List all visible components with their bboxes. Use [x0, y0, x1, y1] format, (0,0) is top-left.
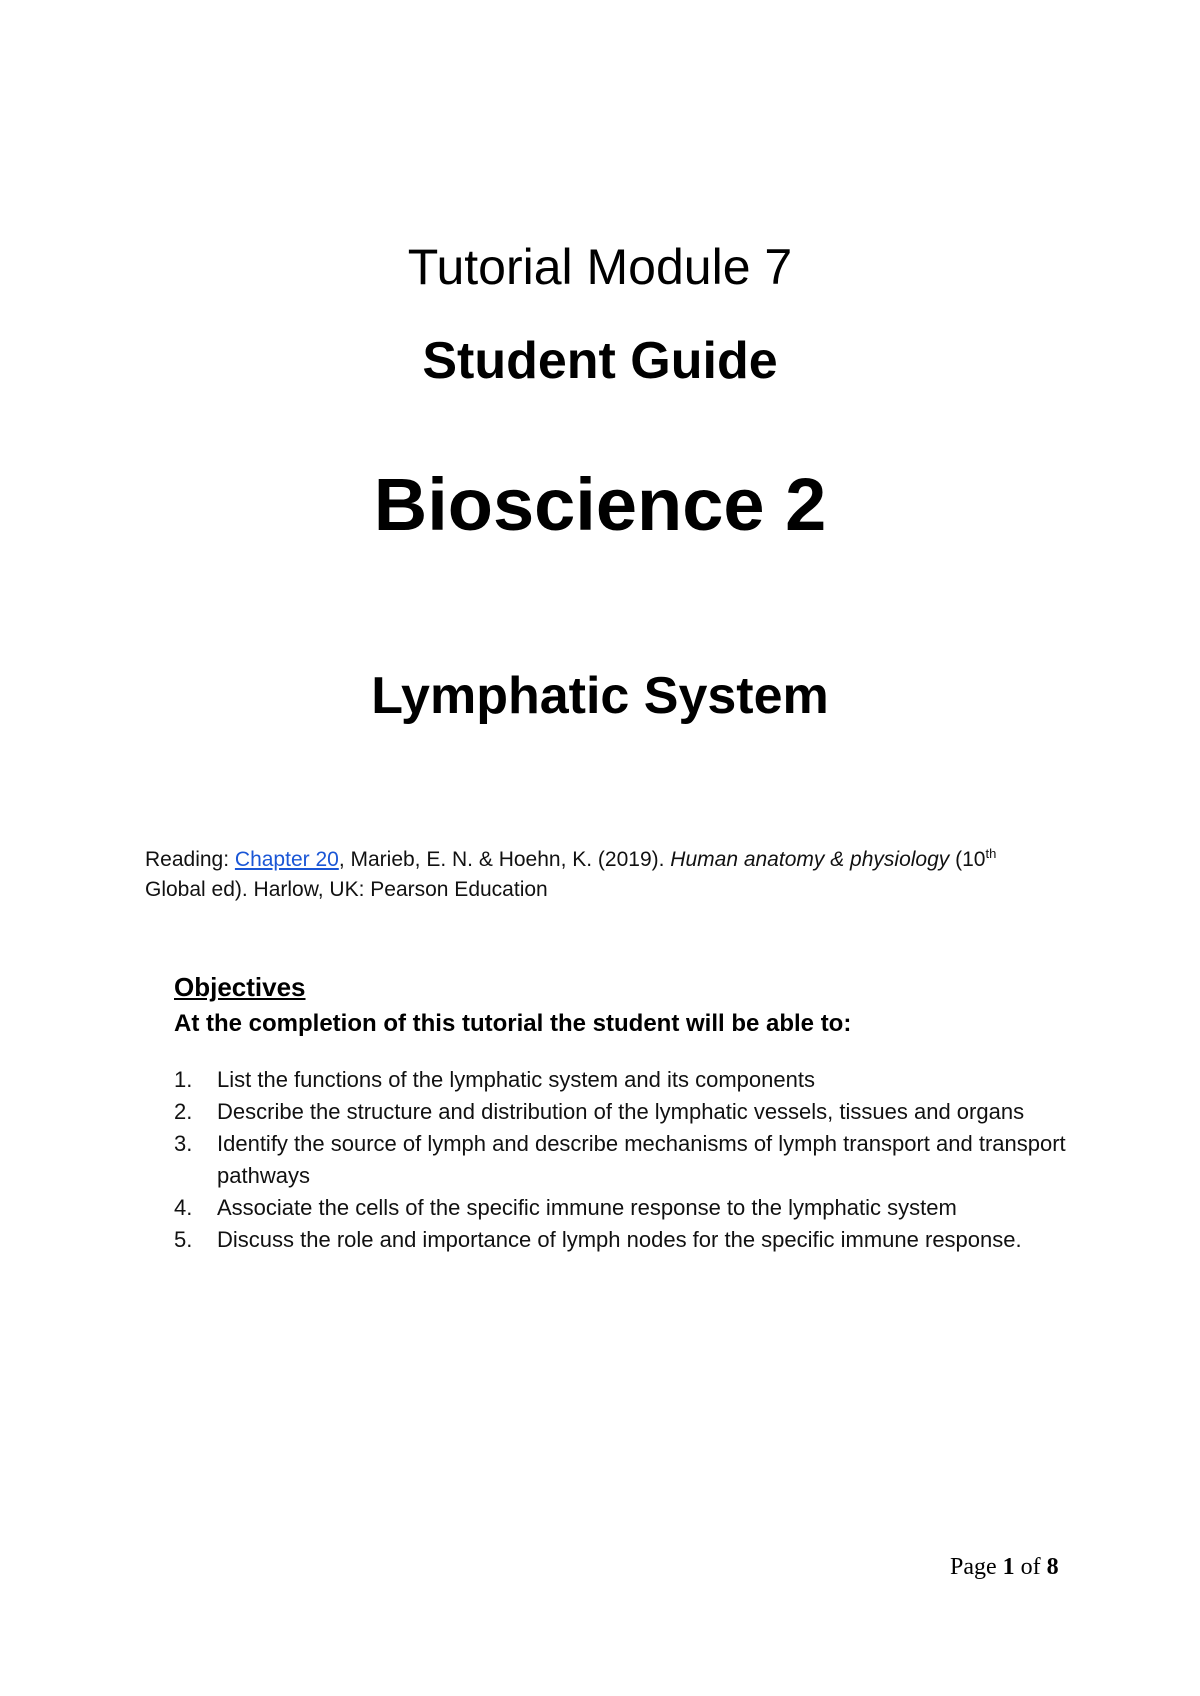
module-title: Tutorial Module 7: [407, 239, 793, 295]
objectives-list: [174, 1064, 1074, 1256]
of-word: of: [1020, 1554, 1041, 1580]
chapter-link[interactable]: Chapter 20: [234, 848, 339, 871]
topic-title: Lymphatic System: [371, 667, 829, 725]
book-title: Human anatomy & physiology: [670, 848, 950, 871]
objective-item: [174, 1096, 1074, 1128]
objective-item: [174, 1224, 1074, 1256]
reading-reference: [145, 845, 1065, 905]
total-pages: 8: [1046, 1554, 1059, 1580]
course-title: Bioscience 2: [373, 463, 827, 546]
reading-label: Reading:: [145, 848, 230, 871]
reading-edition: (10: [949, 848, 986, 871]
page-word: Page: [950, 1554, 997, 1580]
objective-text: Describe the structure and distribution of the lymphatic vessels, tissues and organs: [217, 1099, 1025, 1124]
objective-number: 3.: [174, 1131, 193, 1156]
guide-title: Student Guide: [422, 332, 778, 390]
objectives-heading: Objectives: [174, 972, 306, 1002]
objective-number: 1.: [174, 1067, 193, 1092]
edition-superscript: th: [985, 846, 997, 861]
reading-authors: , Marieb, E. N. & Hoehn, K. (2019).: [338, 848, 671, 871]
objective-item: [174, 1064, 1074, 1096]
objective-item: [174, 1128, 1074, 1192]
objective-item: [174, 1192, 1074, 1224]
objective-number: 2.: [174, 1099, 193, 1124]
reading-publisher: Global ed). Harlow, UK: Pearson Education: [145, 878, 548, 901]
objectives-section: [174, 970, 1074, 1256]
objective-number: 4.: [174, 1195, 193, 1220]
current-page: 1: [1002, 1554, 1015, 1580]
objective-text: Associate the cells of the specific immune response to the lymphatic system: [217, 1195, 957, 1220]
objective-text: Discuss the role and importance of lymph nodes for the specific immune response.: [217, 1227, 1022, 1252]
page-number: [950, 1552, 1059, 1582]
objectives-intro: At the completion of this tutorial the student will be able to:: [174, 1010, 852, 1037]
objective-text: Identify the source of lymph and describe mechanisms of lymph transport and transport pathways: [217, 1131, 1066, 1188]
objective-number: 5.: [174, 1227, 193, 1252]
objective-text: List the functions of the lymphatic system and its components: [217, 1067, 815, 1092]
